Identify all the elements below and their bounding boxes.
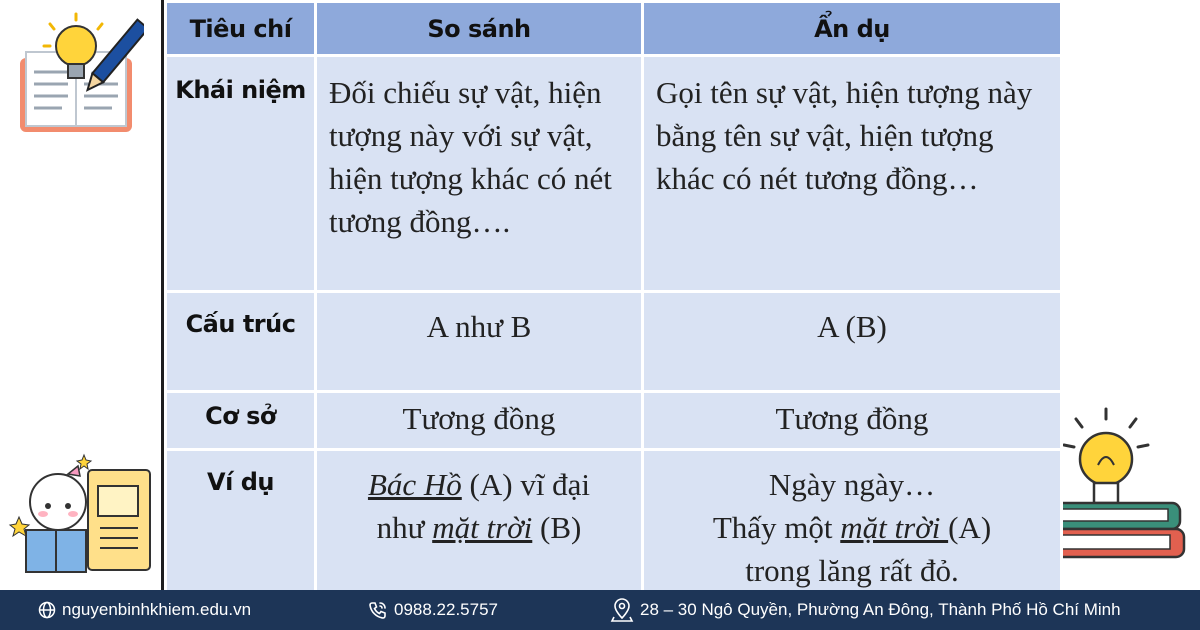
- example-so-sanh-line-2-post: (B): [532, 510, 582, 545]
- cute-character-reading-icon: [6, 452, 156, 580]
- footer-bar: [0, 590, 1200, 630]
- cell-structure-so-sanh: A như B: [316, 292, 643, 392]
- header-criterion: Tiêu chí: [166, 2, 316, 56]
- example-an-du-line-2-post: (A): [948, 510, 992, 545]
- criterion-basis: Cơ sở: [166, 392, 316, 450]
- example-an-du-line-1: Ngày ngày…: [768, 467, 936, 502]
- table-row-structure: [166, 292, 1062, 392]
- table-row-basis: [166, 392, 1062, 450]
- table-header-row: [166, 2, 1062, 56]
- table-row-concept: [166, 56, 1062, 292]
- footer-website[interactable]: [38, 590, 251, 630]
- example-so-sanh-line-1-rest: (A) vĩ đại: [461, 467, 591, 502]
- example-so-sanh-line-2: [317, 506, 641, 549]
- example-so-sanh-line-1: [317, 463, 641, 506]
- globe-icon: [38, 601, 56, 619]
- book-lightbulb-pencil-icon: [14, 10, 144, 138]
- cell-structure-an-du: A (B): [643, 292, 1062, 392]
- header-so-sanh: So sánh: [316, 2, 643, 56]
- example-so-sanh-line-2-pre: như: [376, 510, 433, 545]
- footer-phone[interactable]: [368, 590, 498, 630]
- footer-website-text[interactable]: nguyenbinhkhiem.edu.vn: [62, 600, 252, 619]
- table-row-example: [166, 450, 1062, 594]
- cell-concept-an-du: Gọi tên sự vật, hiện tượng này bằng tên sự vật, hiện tượng khác có nét tương đồng…: [643, 56, 1062, 292]
- example-so-sanh-object: mặt trời: [432, 510, 533, 545]
- example-an-du-line-2-pre: Thấy một: [712, 510, 841, 545]
- header-an-du: Ẩn dụ: [643, 2, 1062, 56]
- cell-basis-an-du: Tương đồng: [643, 392, 1062, 450]
- phone-icon: [368, 600, 388, 620]
- comparison-table: [164, 0, 1063, 595]
- example-an-du-line-3: trong lăng rất đỏ.: [745, 553, 959, 588]
- footer-phone-text[interactable]: 0988.22.5757: [394, 600, 498, 619]
- cell-concept-so-sanh: Đối chiếu sự vật, hiện tượng này với sự vật, hiện tượng khác có nét tương đồng….: [316, 56, 643, 292]
- cell-example-an-du: [643, 450, 1062, 594]
- example-an-du-object: mặt trời: [840, 510, 949, 545]
- footer-address: [610, 590, 1121, 630]
- comparison-table-container: [161, 0, 1060, 590]
- footer-address-text: 28 – 30 Ngô Quyền, Phường An Đông, Thành Phố Hồ Chí Minh: [640, 600, 1121, 619]
- location-pin-icon: [610, 597, 634, 623]
- criterion-structure: Cấu trúc: [166, 292, 316, 392]
- example-an-du-line-2: [644, 506, 1060, 549]
- criterion-concept: Khái niệm: [166, 56, 316, 292]
- criterion-example: Ví dụ: [166, 450, 316, 594]
- example-so-sanh-subject: Bác Hồ: [367, 467, 462, 502]
- cell-example-so-sanh: [316, 450, 643, 594]
- cell-basis-so-sanh: Tương đồng: [316, 392, 643, 450]
